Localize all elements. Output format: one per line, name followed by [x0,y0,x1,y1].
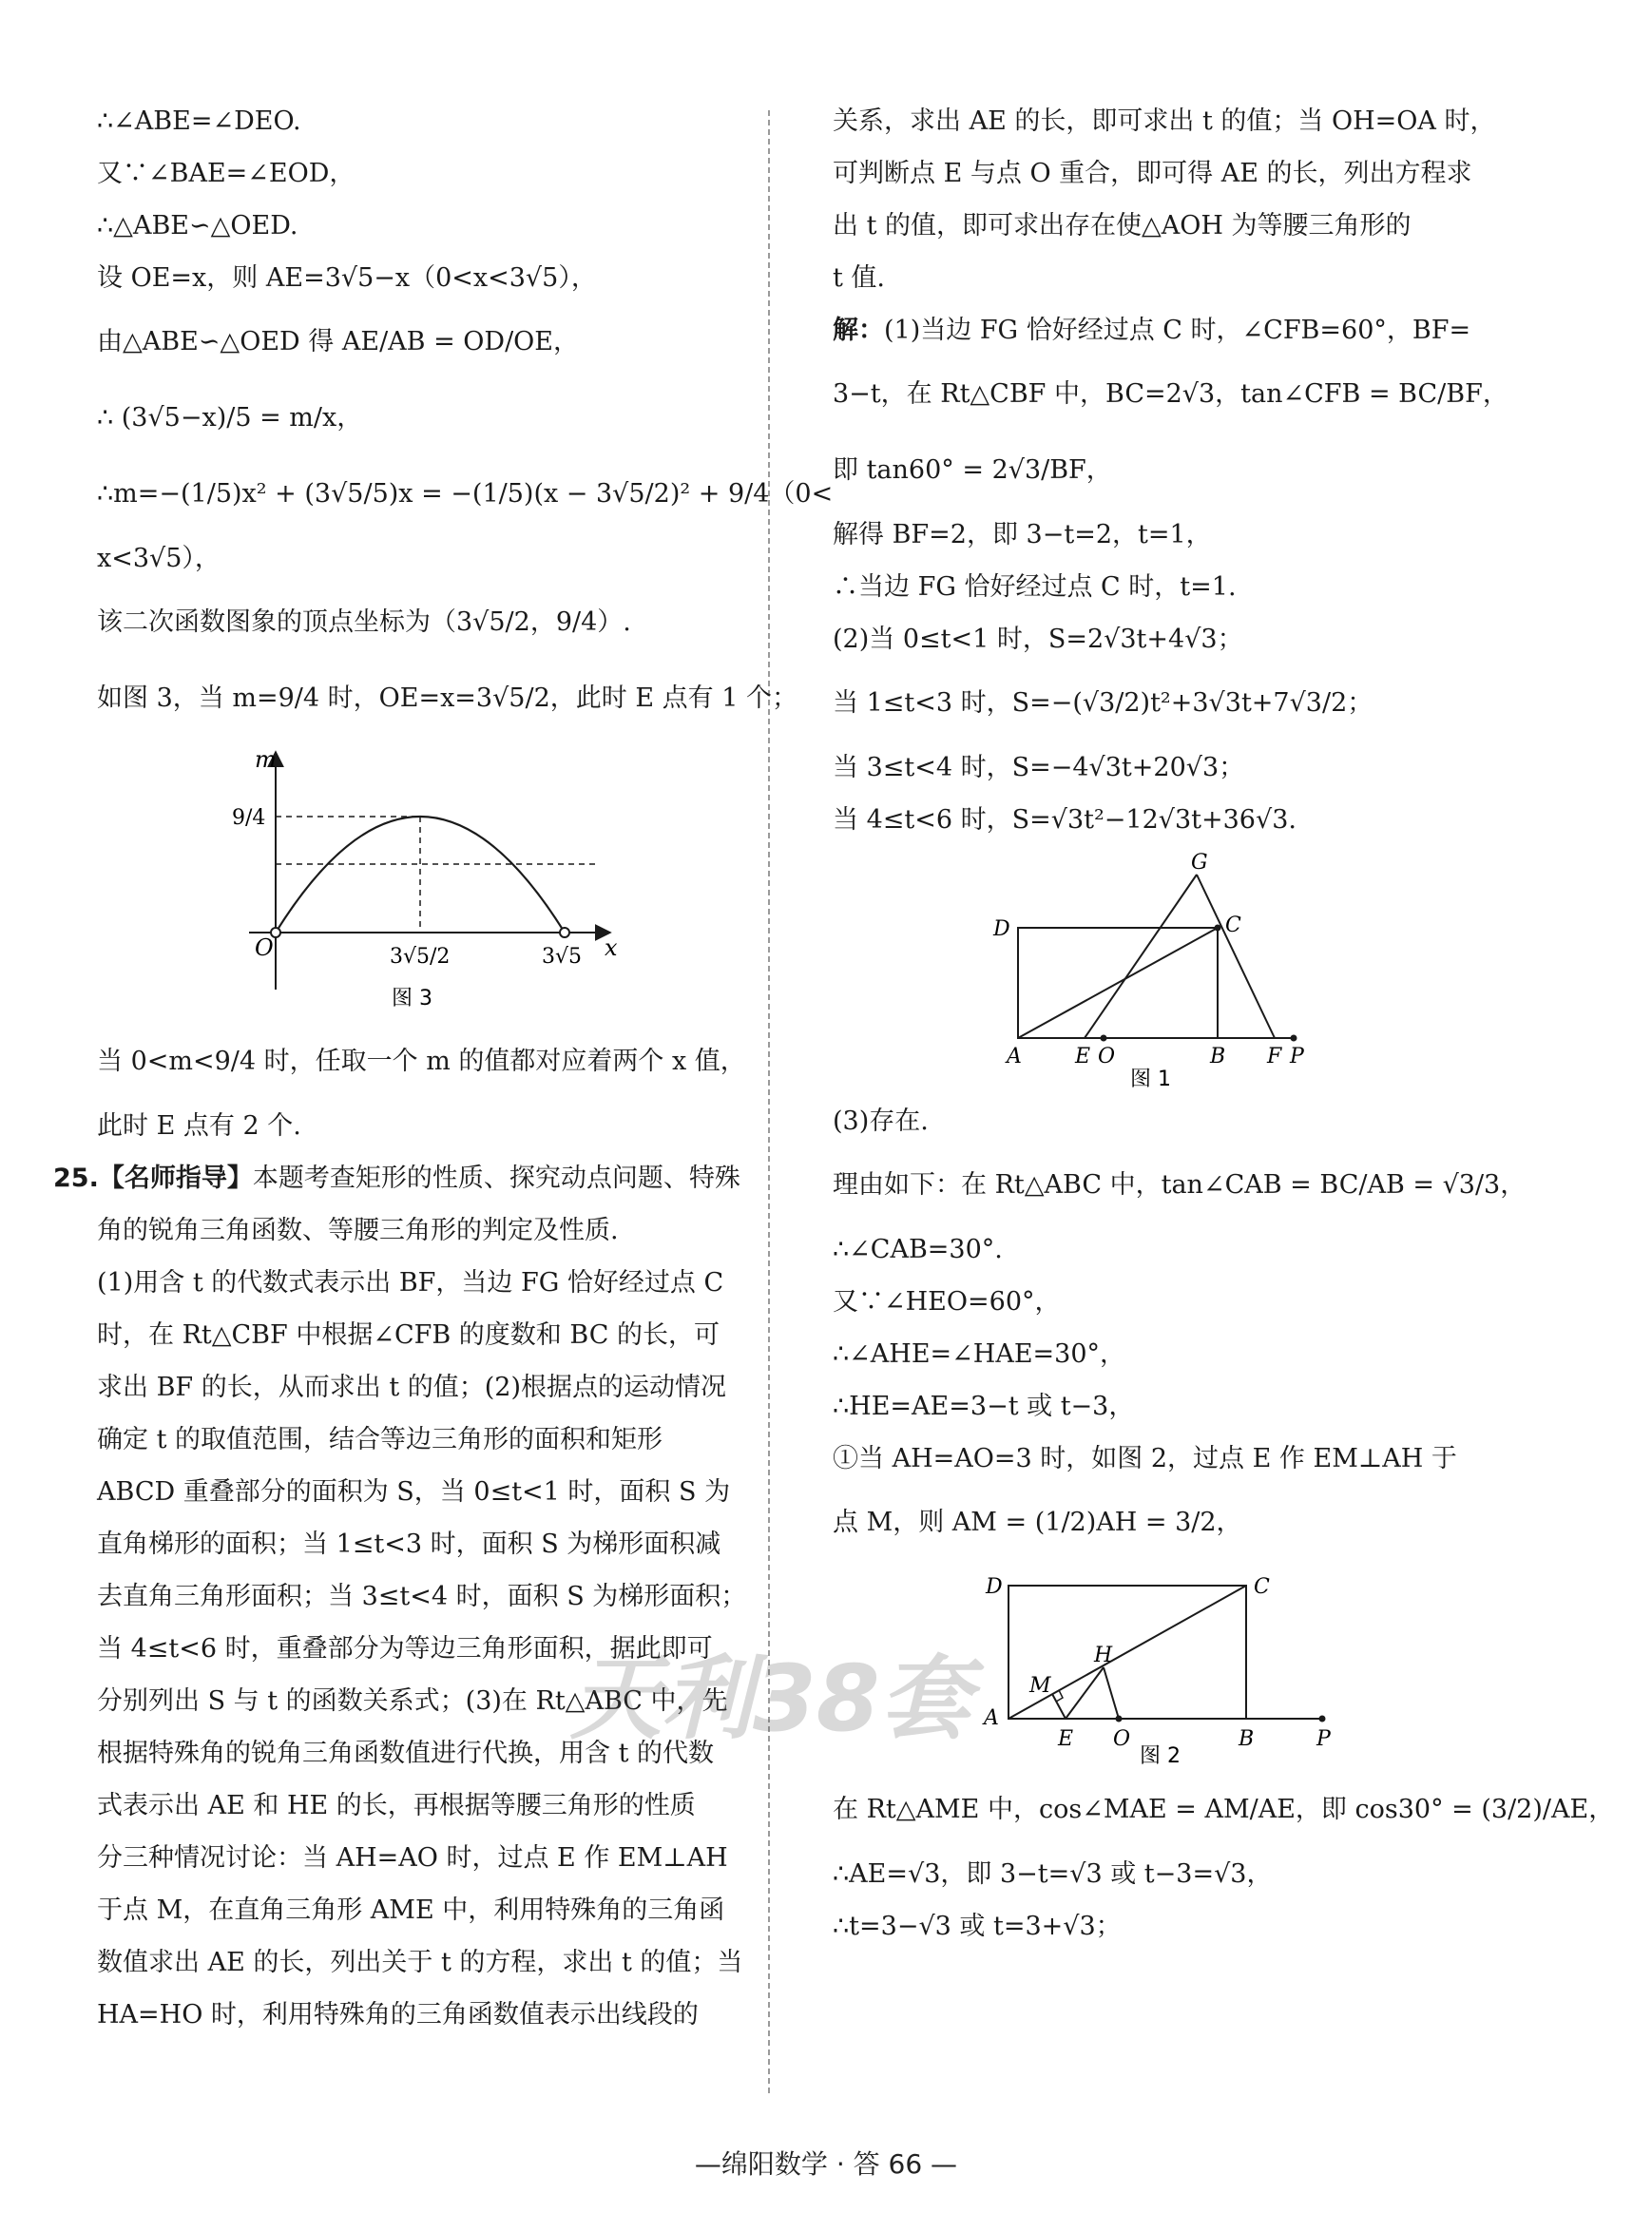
fig2-label-b: B [1239,1727,1255,1751]
text-line: 当 3≤t<4 时，S=−4√3t+20√3； [833,753,1245,782]
text-line: 于点 M，在直角三角形 AME 中，利用特殊角的三角函 [97,1895,725,1925]
text-line: 式表示出 AE 和 HE 的长，再根据等腰三角形的性质 [97,1791,696,1820]
text-line: 当 0<m<9/4 时，任取一个 m 的值都对应着两个 x 值， [97,1047,746,1076]
text-line: ∴∠AHE=∠HAE=30°， [833,1339,1126,1369]
fig3-y-tick: 9/4 [232,806,266,830]
text-line: ①当 AH=AO=3 时，如图 2，过点 E 作 EM⊥AH 于 [833,1444,1457,1473]
text-line: ∴ (3√5−x)/5 = m/x， [97,403,363,433]
fig2-label-e: E [1058,1727,1074,1751]
fig3-origin-label: O [255,934,274,961]
text-line: 当 4≤t<6 时，S=√3t²−12√3t+36√3. [833,805,1297,835]
text-line: 设 OE=x，则 AE=3√5−x（0<x<3√5）， [97,263,597,293]
text-line: 又∵∠BAE=∠EOD， [97,159,355,188]
fig2-label-h: H [1094,1644,1113,1667]
text-line: 关系，求出 AE 的长，即可求出 t 的值；当 OH=OA 时， [833,106,1496,136]
text-line: 确定 t 的取值范围，结合等边三角形的面积和矩形 [97,1425,663,1454]
right-column [833,95,1615,1953]
figure-2 [970,1567,1351,1766]
text-line: 本题考查矩形的性质、探究动点问题、特殊 [252,1164,740,1193]
fig1-label-d: D [993,917,1010,941]
text-line: 理由如下：在 Rt△ABC 中，tan∠CAB = BC/AB = √3/3， [833,1170,1527,1200]
text-line: 又∵∠HEO=60°， [833,1287,1061,1317]
text-line: ∴当边 FG 恰好经过点 C 时，t=1. [833,572,1237,602]
text-line: ∴AE=√3，即 3−t=√3 或 t−3=√3， [833,1859,1273,1889]
text-line: 在 Rt△AME 中，cos∠MAE = AM/AE，即 cos30° = (3/2)/AE， [833,1795,1615,1824]
fig1-label-o: O [1098,1045,1116,1068]
text-line: (2)当 0≤t<1 时，S=2√3t+4√3； [833,625,1243,654]
text-line: 即 tan60° = 2√3/BF， [833,455,1112,485]
fig2-label-o: O [1113,1727,1131,1751]
fig3-x-tick-1: 3√5/2 [390,945,451,969]
fig3-x-label: x [605,934,618,961]
fig3-y-label: m [255,746,277,773]
fig1-caption: 图 1 [1130,1068,1171,1089]
text-line: 根据特殊角的锐角三角函数值进行代换，用含 t 的代数 [97,1739,715,1768]
watermark-text: 天利38套 [570,1645,971,1752]
fig2-segment-ho [1104,1667,1119,1719]
fig3-x-tick-2: 3√5 [542,945,583,969]
question-number: 25. [53,1164,99,1193]
text-line: ∴t=3−√3 或 t=3+√3； [833,1912,1122,1941]
text-line: 此时 E 点有 2 个. [97,1111,301,1141]
column-divider [768,110,770,2093]
figure-3 [211,742,629,1018]
text-line: 如图 3，当 m=9/4 时，OE=x=3√5/2，此时 E 点有 1 个； [97,683,797,713]
fig2-label-c: C [1254,1575,1270,1599]
text-line: (1)用含 t 的代数式表示出 BF，当边 FG 恰好经过点 C [97,1268,724,1298]
fig1-diagonal-ac [1018,928,1218,1038]
fig3-root-point [560,928,569,937]
fig2-segment-em [1052,1694,1066,1719]
text-line: 该二次函数图象的顶点坐标为（3√5/2，9/4）. [97,607,631,637]
fig2-label-p: P [1316,1727,1331,1751]
fig2-label-a: A [984,1706,999,1730]
text-line: (1)当边 FG 恰好经过点 C 时，∠CFB=60°，BF= [884,316,1471,345]
fig1-side-eg [1085,875,1197,1038]
fig2-diagonal-ac [1008,1586,1246,1719]
fig3-caption: 图 3 [392,987,432,1010]
text-line: ∴∠ABE=∠DEO. [97,106,301,136]
fig1-label-g: G [1191,852,1208,875]
text-line: 当 1≤t<3 时，S=−(√3/2)t²+3√3t+7√3/2； [833,688,1373,718]
fig1-point-o [1101,1035,1107,1042]
fig1-side-gf [1197,875,1275,1038]
fig1-label-e: E [1075,1045,1091,1068]
fig2-label-m: M [1029,1674,1051,1698]
teacher-guide-tag: 【名师指导】 [98,1164,253,1193]
text-line: ∴∠CAB=30°. [833,1235,1003,1264]
text-line: HA=HO 时，利用特殊角的三角函数值表示出线段的 [97,2000,699,2030]
text-line: 分三种情况讨论：当 AH=AO 时，过点 E 作 EM⊥AH [97,1843,728,1873]
text-line: 点 M，则 AM = (1/2)AH = 3/2， [833,1508,1242,1537]
text-line: 角的锐角三角函数、等腰三角形的判定及性质. [97,1216,619,1245]
text-line: 解得 BF=2，即 3−t=2，t=1， [833,520,1212,549]
fig1-point-p [1291,1035,1297,1042]
fig1-label-c: C [1225,914,1241,937]
text-line: 数值求出 AE 的长，列出关于 t 的方程，求出 t 的值；当 [97,1948,743,1977]
text-line: 出 t 的值，即可求出存在使△AOH 为等腰三角形的 [833,211,1412,241]
text-line: (3)存在. [833,1106,929,1136]
fig2-point-p [1319,1716,1326,1722]
fig1-label-p: P [1290,1045,1304,1068]
fig1-label-a: A [1007,1045,1022,1068]
figure-1 [980,852,1341,1089]
text-line: 当 4≤t<6 时，重叠部分为等边三角形面积，据此即可 [97,1634,713,1664]
text-line: 由△ABE∽△OED 得 AE/AB = OD/OE， [97,327,580,356]
fig1-label-b: B [1210,1045,1226,1068]
fig2-point-o [1116,1716,1123,1722]
text-line: 分别列出 S 与 t 的函数关系式；(3)在 Rt△ABC 中，先 [97,1686,728,1716]
solution-label: 解： [833,316,884,345]
text-line: 直角梯形的面积；当 1≤t<3 时，面积 S 为梯形面积减 [97,1530,721,1559]
solution-line-1 [833,304,1489,356]
fig2-caption: 图 2 [1140,1744,1181,1766]
text-line: ABCD 重叠部分的面积为 S，当 0≤t<1 时，面积 S 为 [97,1477,731,1507]
fig1-label-f: F [1267,1045,1282,1068]
text-line: 时，在 Rt△CBF 中根据∠CFB 的度数和 BC 的长，可 [97,1320,720,1350]
text-line: 求出 BF 的长，从而求出 t 的值；(2)根据点的运动情况 [97,1373,727,1402]
text-line: 3−t，在 Rt△CBF 中，BC=2√3，tan∠CFB = BC/BF， [833,379,1508,409]
fig1-point-c [1215,925,1221,932]
text-line: ∴m=−(1/5)x² + (3√5/5)x = −(1/5)(x − 3√5/2)² + 9/4（0< [97,479,834,509]
text-line: 去直角三角形面积；当 3≤t<4 时，面积 S 为梯形面积； [97,1582,747,1611]
text-line: ∴HE=AE=3−t 或 t−3， [833,1392,1135,1421]
text-line: 可判断点 E 与点 O 重合，即可得 AE 的长，列出方程求 [833,159,1472,188]
page-footer: —绵阳数学 · 答 66 — [694,2148,958,2180]
text-line: x<3√5）， [97,544,221,573]
question-25-header [53,1152,743,1204]
text-line: ∴△ABE∽△OED. [97,211,298,241]
fig2-label-d: D [986,1575,1003,1599]
text-line: t 值. [833,263,886,293]
